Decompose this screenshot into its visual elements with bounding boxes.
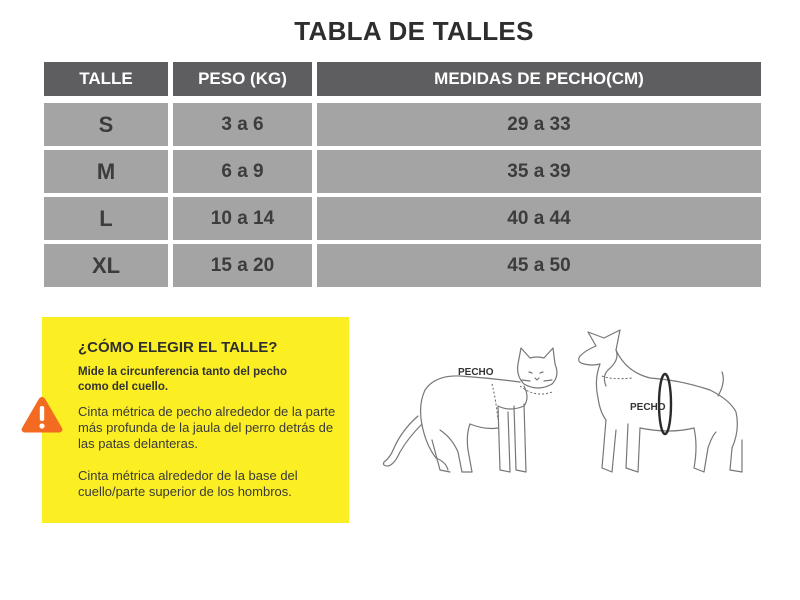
peso-cell: 6 a 9 bbox=[173, 150, 312, 193]
peso-cell: 3 a 6 bbox=[173, 103, 312, 146]
peso-cell: 15 a 20 bbox=[173, 244, 312, 287]
size-guide-box bbox=[42, 317, 349, 523]
pecho-cell: 35 a 39 bbox=[317, 150, 761, 193]
peso-cell: 10 a 14 bbox=[173, 197, 312, 240]
pet-measurement-illustration bbox=[380, 320, 760, 510]
guide-neck-instructions: Cinta métrica alrededor de la base del cuello/parte superior de los hombros. bbox=[78, 468, 298, 499]
guide-chest-instructions: Cinta métrica de pecho alrededor de la parte más profunda de la jaula del perro detrás de las patas delanteras. bbox=[78, 404, 336, 451]
dog-illustration bbox=[579, 330, 742, 472]
talle-cell: L bbox=[44, 197, 168, 240]
talle-cell: XL bbox=[44, 244, 168, 287]
warning-triangle-icon bbox=[20, 395, 64, 435]
talle-cell: S bbox=[44, 103, 168, 146]
guide-title: ¿CÓMO ELEGIR EL TALLE? bbox=[78, 339, 278, 356]
column-header-talle: TALLE bbox=[44, 62, 168, 96]
talle-cell: M bbox=[44, 150, 168, 193]
page-title: TABLA DE TALLES bbox=[294, 16, 534, 46]
cat-pecho-label: PECHO bbox=[458, 367, 494, 378]
column-header-pecho: MEDIDAS DE PECHO(CM) bbox=[317, 62, 761, 96]
guide-subtitle: Mide la circunferencia tanto del pecho como del cuello. bbox=[78, 366, 287, 393]
pecho-cell: 29 a 33 bbox=[317, 103, 761, 146]
dog-pecho-label: PECHO bbox=[630, 402, 666, 413]
column-header-peso: PESO (KG) bbox=[173, 62, 312, 96]
pecho-cell: 40 a 44 bbox=[317, 197, 761, 240]
pecho-cell: 45 a 50 bbox=[317, 244, 761, 287]
